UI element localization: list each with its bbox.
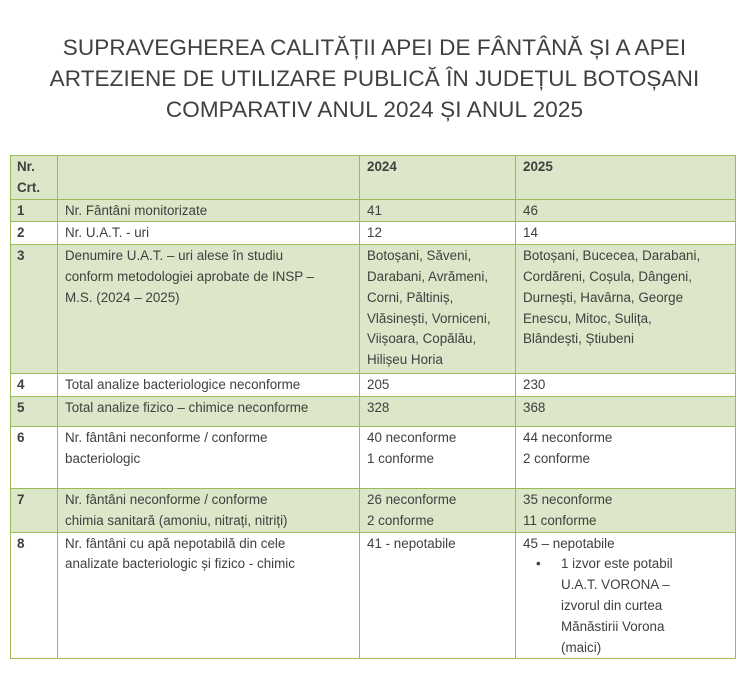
row-value-2025 [516,532,736,659]
header-nr: Nr. [17,159,35,174]
label-line: Nr. fântâni neconforme / conforme [65,429,268,445]
row-value-2024: 205 [360,374,516,397]
row-value-2025 [516,245,736,374]
header-crt: Crt. [17,179,41,195]
title-line-3: COMPARATIV ANUL 2024 ȘI ANUL 2025 [165,97,584,122]
header-2025: 2025 [516,156,736,200]
row-value-2024 [360,488,516,532]
value-line: 11 conforme [523,512,597,528]
row-label: Nr. U.A.T. - uri [58,222,360,245]
bullet-dot-icon: • [536,556,541,572]
row-value-2024 [360,426,516,488]
row-value-2025: 368 [516,396,736,426]
title-line-2: ARTEZIENE DE UTILIZARE PUBLICĂ ÎN JUDEȚUL BOTOȘANI [49,66,700,91]
value-line: Vlăsinești, Vorniceni, [367,310,491,326]
table-row [11,222,736,245]
row-number: 1 [11,199,58,222]
row-value-2025 [516,426,736,488]
value-line: 2 conforme [367,512,434,528]
table-row [11,488,736,532]
table-row [11,374,736,397]
label-line: Nr. fântâni neconforme / conforme [65,491,268,507]
bullet-line: U.A.T. VORONA – [561,577,670,593]
row-label [58,245,360,374]
value-line: 40 neconforme [367,429,457,445]
value-line: Darabani, Avrămeni, [367,268,489,284]
row-value-2024: 41 - nepotabile [360,532,516,659]
header-label-empty [58,156,360,200]
row-number: 7 [11,488,58,532]
row-value-2024 [360,245,516,374]
value-line: Durnești, Havârna, George [523,289,684,305]
table-row [11,426,736,488]
row-label: Total analize fizico – chimice neconforme [58,396,360,426]
bullet-line: 1 izvor este potabil [561,556,673,572]
value-line: Enescu, Mitoc, Sulița, [523,310,652,326]
value-line: Botoșani, Săveni, [367,248,472,264]
label-line: chimia sanitară (amoniu, nitrați, nitriți) [65,512,288,528]
bullet-item [536,554,728,658]
bullet-list [523,554,728,658]
row-label [58,488,360,532]
value-line: 1 conforme [367,450,434,466]
row-label [58,426,360,488]
value-line: 45 – nepotabile [523,535,615,551]
row-value-2025: 46 [516,199,736,222]
row-value-2025: 14 [516,222,736,245]
value-line: Corni, Păltiniș, [367,289,454,305]
label-line: Nr. fântâni cu apă nepotabilă din cele [65,535,286,551]
table-row [11,532,736,659]
value-line: 2 conforme [523,450,590,466]
table-row [11,199,736,222]
label-line: Denumire U.A.T. – uri alese în studiu [65,248,284,264]
table-row [11,396,736,426]
document-title [0,32,749,125]
row-label: Total analize bacteriologice neconforme [58,374,360,397]
bullet-line: Mănăstirii Vorona [561,618,665,634]
header-2024: 2024 [360,156,516,200]
row-number: 5 [11,396,58,426]
row-number: 8 [11,532,58,659]
bullet-line: (maici) [561,639,602,655]
value-line: Hilișeu Horia [367,352,443,368]
row-value-2025 [516,488,736,532]
title-line-1: SUPRAVEGHEREA CALITĂȚII APEI DE FÂNTÂNĂ ȘI A APEI [62,35,687,60]
row-number: 3 [11,245,58,374]
label-line: M.S. (2024 – 2025) [65,289,180,305]
label-line: conform metodologiei aprobate de INSP – [65,268,315,284]
table-row [11,245,736,374]
row-number: 4 [11,374,58,397]
value-line: 35 neconforme [523,491,613,507]
value-line: Blândești, Știubeni [523,331,634,347]
comparison-table [10,155,736,659]
value-line: Botoșani, Bucecea, Darabani, [523,248,701,264]
value-line: Cordăreni, Coșula, Dângeni, [523,268,692,284]
header-nr-crt [11,156,58,200]
bullet-line: izvorul din curtea [561,597,663,613]
value-line: 26 neconforme [367,491,457,507]
row-value-2024: 328 [360,396,516,426]
row-label: Nr. Fântâni monitorizate [58,199,360,222]
label-line: analizate bacteriologic și fizico - chimic [65,556,295,572]
row-value-2025: 230 [516,374,736,397]
value-line: 44 neconforme [523,429,613,445]
row-label [58,532,360,659]
value-line: Viișoara, Copălău, [367,331,477,347]
table-header-row [11,156,736,200]
row-number: 2 [11,222,58,245]
row-value-2024: 41 [360,199,516,222]
row-value-2024: 12 [360,222,516,245]
row-number: 6 [11,426,58,488]
label-line: bacteriologic [65,450,141,466]
